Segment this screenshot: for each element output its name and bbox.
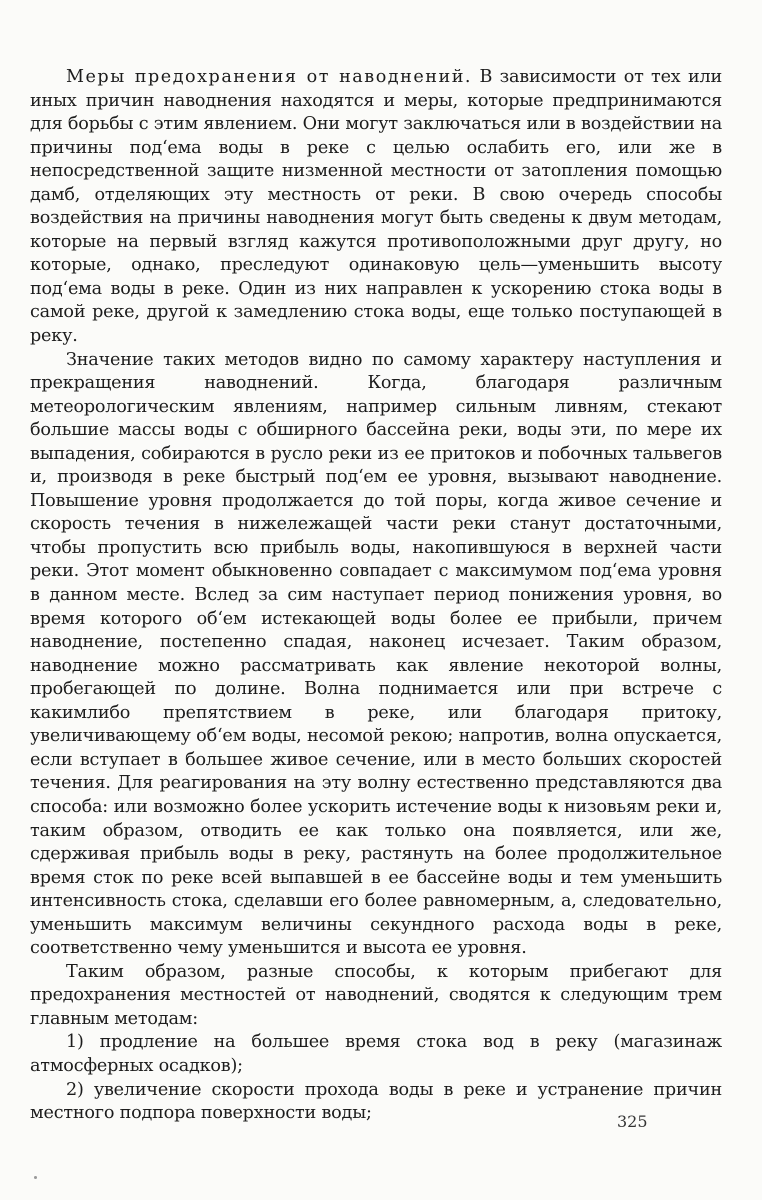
page-number: 325 xyxy=(617,1112,648,1131)
scan-speck xyxy=(34,1176,37,1179)
section-lead-in: Меры предохранения от наводнений. xyxy=(66,67,473,87)
body-text xyxy=(30,66,722,1126)
paragraph-1 xyxy=(30,66,722,349)
paragraph-2: Значение таких методов видно по самому характеру наступления и прекращения наводнений. Когда, благодаря различным метеорологическим явлениям, например сильным ливням, стекают большие массы воды с обширного бассейна реки, воды эти, по мере их выпадения, собираются в русло реки из ее притоков и побочных тальвегов и, производя в реке быстрый под‘ем ее уровня, вызывают наводнение. Повышение уровня продолжается до той поры, когда живое сечение и скорость течения в нижележащей части реки станут достаточными, чтобы пропустить всю прибыль воды, накопившуюся в верхней части реки. Этот момент обыкновенно совпадает с максимумом под‘ема уровня в данном месте. Вслед за сим наступает период понижения уровня, во время которого об‘ем истекающей воды более ее прибыли, причем наводнение, постепенно спадая, наконец исчезает. Таким образом, наводнение можно рассматривать как явление некоторой волны, пробегающей по долине. Волна поднимается или при встрече с какимлибо препятствием в реке, или благодаря притоку, увеличивающему об‘ем воды, несомой рекою; напротив, волна опускается, если вступает в большее живое сечение, или в место больших скоростей течения. Для реагирования на эту волну естественно представляются два способа: или возможно более ускорить истечение воды к низовьям реки и, таким образом, отводить ее как только она появляется, или же, сдерживая прибыль воды в реку, растянуть на более продолжительное время сток по реке всей выпавшей в ее бассейне воды и тем уменьшить интенсивность стока, сделавши его более равномерным, а, следовательно, уменьшить максимум величины секундного расхода воды в реке, соответственно чему уменьшится и высота ее уровня. xyxy=(30,349,722,959)
paragraph-3: Таким образом, разные способы, к которым прибегают для предохранения местностей от наводнений, сводятся к следующим трем главным методам: xyxy=(30,961,722,1029)
list-item: 1) продление на большее время стока вод в реку (магазинаж атмосферных осадков); xyxy=(30,1032,722,1076)
list-item: 2) увеличение скорости прохода воды в реке и устранение причин местного подпора поверхности воды; xyxy=(30,1079,722,1124)
paragraph-1-text: В зависимости от тех или иных причин наводнения находятся и меры, которые предпринимаются для борьбы с этим явлением. Они могут заключаться или в воздействии на причины под‘ема воды в реке с целью ослабить его, или же в непосредственной защите низменной местности от затопления помощью дамб, отделяющих эту местность от реки. В свою очередь способы воздействия на причины наводнения могут быть сведены к двум методам, которые на первый взгляд кажутся противоположными друг другу, но которые, однако, преследуют одинаковую цель—уменьшить высоту под‘ема воды в реке. Один из них направлен к ускорению стока воды в самой реке, другой к замедлению стока воды, еще только поступающей в реку. xyxy=(30,67,723,347)
